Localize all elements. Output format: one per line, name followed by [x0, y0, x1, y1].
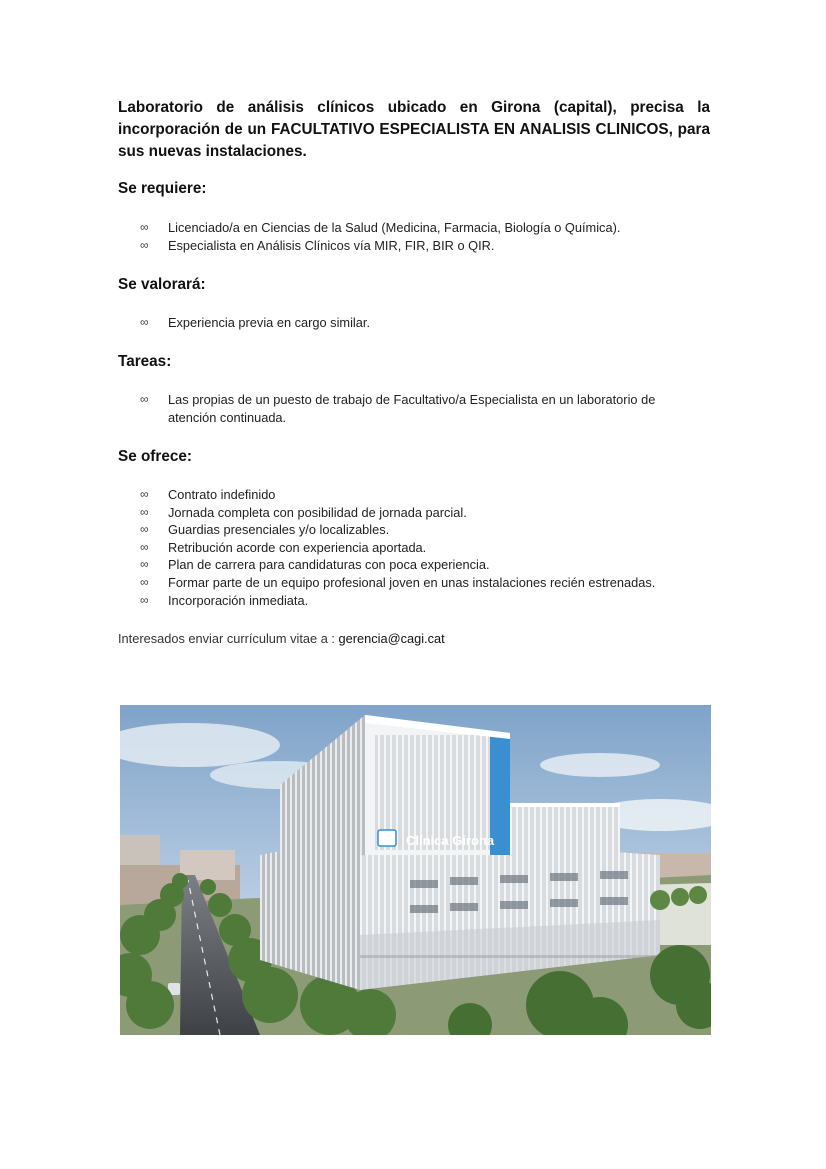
list-item: ∞ Incorporación inmediata. [140, 592, 309, 608]
list-item: ∞ Retribución acorde con experiencia aportada. [140, 539, 427, 555]
intro-paragraph: Laboratorio de análisis clínicos ubicado en Girona (capital), precisa la incorporación de un FACULTATIVO ESPECIALISTA EN ANALISIS CLINICOS, para sus nuevas instalaciones. [118, 99, 710, 160]
infinity-icon: ∞ [140, 392, 149, 406]
list-item: ∞ Plan de carrera para candidaturas con poca experiencia. [140, 557, 490, 573]
contact-email-link[interactable]: gerencia@cagi.cat [338, 631, 445, 646]
list-item: ∞ Jornada completa con posibilidad de jornada parcial. [140, 504, 467, 520]
tasks-list [140, 391, 685, 426]
list-item: ∞ Formar parte de un equipo profesional joven en unas instalaciones recién estrenadas. [140, 574, 656, 590]
section-title-requirements: Se requiere: [118, 180, 207, 197]
section-title-offer: Se ofrece: [118, 448, 192, 465]
list-item: ∞ Contrato indefinido [140, 487, 276, 502]
contact-label: Interesados enviar currículum vitae a : [118, 631, 339, 646]
infinity-icon: ∞ [140, 557, 149, 572]
infinity-icon: ∞ [140, 539, 149, 554]
section-title-valued: Se valorará: [118, 276, 206, 293]
infinity-icon: ∞ [140, 487, 149, 501]
list-item: ∞ Guardias presenciales y/o localizables. [140, 522, 390, 538]
infinity-icon: ∞ [140, 237, 149, 252]
infinity-icon: ∞ [140, 592, 149, 607]
list-item: ∞ Experiencia previa en cargo similar. [140, 315, 371, 330]
valued-list [140, 314, 700, 332]
infinity-icon: ∞ [140, 522, 149, 537]
building-illustration [120, 705, 711, 1035]
contact-line [118, 631, 445, 646]
infinity-icon: ∞ [140, 504, 149, 519]
list-item: ∞ Especialista en Análisis Clínicos vía MIR, FIR, BIR o QIR. [140, 237, 495, 253]
infinity-icon: ∞ [140, 220, 149, 234]
offer-list [140, 486, 700, 609]
list-item: ∞ Las propias de un puesto de trabajo de Facultativo/a Especialista en un laboratorio de atención continuada. [140, 392, 656, 425]
section-title-tasks: Tareas: [118, 353, 172, 370]
list-item: ∞ Licenciado/a en Ciencias de la Salud (Medicina, Farmacia, Biología o Química). [140, 220, 621, 235]
clinic-building-photo [120, 705, 711, 1035]
infinity-icon: ∞ [140, 315, 149, 329]
infinity-icon: ∞ [140, 574, 149, 589]
requirements-list [140, 219, 700, 254]
clinic-sign: Clínica Girona [406, 833, 495, 848]
